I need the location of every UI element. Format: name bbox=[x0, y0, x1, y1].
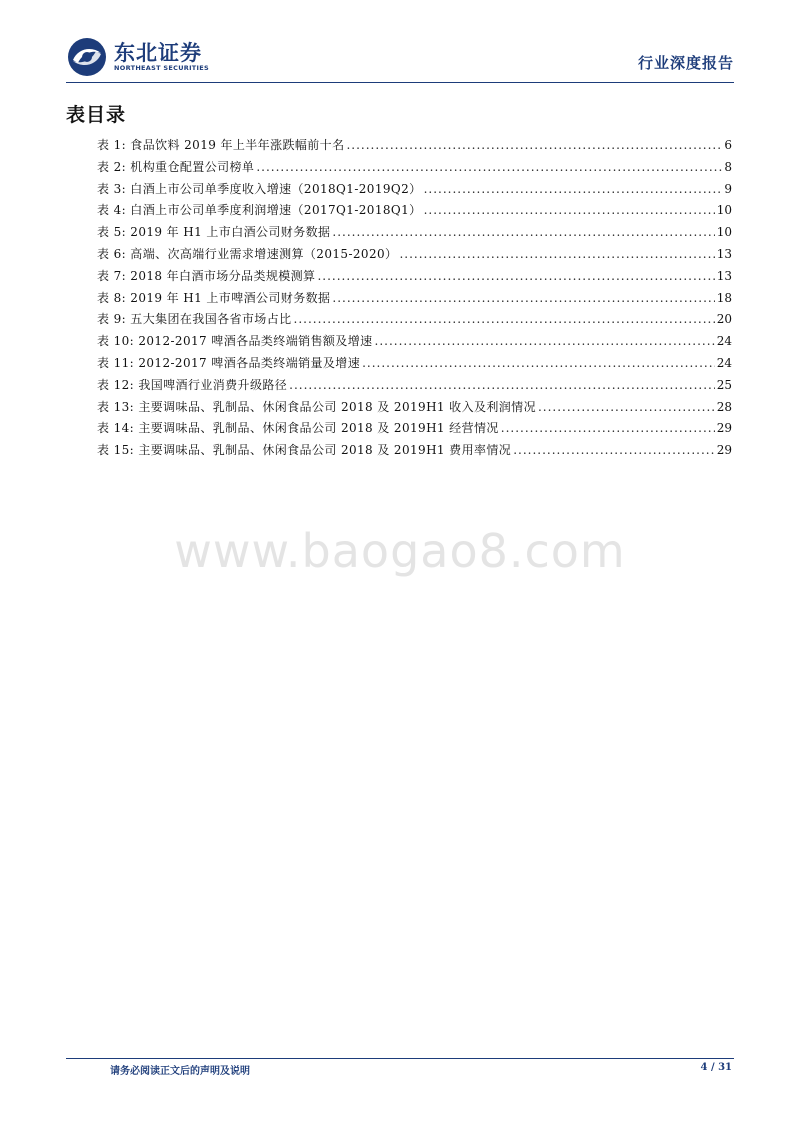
toc-entry[interactable] bbox=[97, 157, 732, 179]
report-type-label: 行业深度报告 bbox=[637, 54, 734, 72]
toc-leader-dots bbox=[513, 440, 715, 462]
toc-entry-label: 表 5: 2019 年 H1 上市白酒公司财务数据 bbox=[97, 225, 331, 240]
toc-leader-dots bbox=[424, 179, 723, 201]
page-number: 4 / 31 bbox=[700, 1062, 732, 1073]
toc-entry-label: 表 11: 2012-2017 啤酒各品类终端销量及增速 bbox=[97, 355, 361, 370]
toc-entry-page: 10 bbox=[716, 203, 732, 218]
toc-leader-dots bbox=[424, 200, 715, 222]
toc-entry-label: 表 7: 2018 年白酒市场分品类规模测算 bbox=[97, 268, 316, 283]
toc-leader-dots bbox=[362, 353, 715, 375]
toc-entry-label: 表 14: 主要调味品、乳制品、休闲食品公司 2018 及 2019H1 经营情况 bbox=[97, 421, 499, 436]
toc-entry[interactable] bbox=[97, 266, 732, 288]
toc-entry-page: 29 bbox=[716, 443, 732, 458]
toc-entry-label: 表 3: 白酒上市公司单季度收入增速（2018Q1-2019Q2） bbox=[97, 181, 422, 196]
toc-leader-dots bbox=[346, 135, 722, 157]
logo-chinese-name: 东北证券 bbox=[114, 41, 202, 65]
toc-leader-dots bbox=[375, 331, 715, 353]
toc-entry[interactable] bbox=[97, 179, 732, 201]
page-header bbox=[66, 34, 734, 82]
section-title: 表目录 bbox=[66, 104, 127, 126]
table-of-contents bbox=[97, 135, 732, 462]
toc-leader-dots bbox=[501, 418, 715, 440]
toc-entry-page: 18 bbox=[716, 290, 732, 305]
toc-entry-label: 表 15: 主要调味品、乳制品、休闲食品公司 2018 及 2019H1 费用率情况 bbox=[97, 443, 512, 458]
toc-entry-label: 表 6: 高端、次高端行业需求增速测算（2015-2020） bbox=[97, 246, 398, 261]
company-logo bbox=[66, 36, 209, 78]
toc-entry-label: 表 12: 我国啤酒行业消费升级路径 bbox=[97, 377, 288, 392]
toc-entry[interactable] bbox=[97, 135, 732, 157]
header-divider bbox=[66, 82, 734, 83]
toc-entry-label: 表 13: 主要调味品、乳制品、休闲食品公司 2018 及 2019H1 收入及利润情况 bbox=[97, 399, 536, 414]
toc-entry-page: 6 bbox=[724, 138, 732, 152]
toc-entry[interactable] bbox=[97, 309, 732, 331]
toc-entry-label: 表 4: 白酒上市公司单季度利润增速（2017Q1-2018Q1） bbox=[97, 203, 422, 218]
toc-entry-label: 表 9: 五大集团在我国各省市场占比 bbox=[97, 312, 292, 327]
toc-entry-page: 20 bbox=[716, 312, 732, 327]
toc-entry-page: 8 bbox=[724, 159, 732, 174]
toc-leader-dots bbox=[294, 309, 715, 331]
toc-leader-dots bbox=[332, 288, 714, 310]
toc-entry-label: 表 2: 机构重仓配置公司榜单 bbox=[97, 159, 255, 174]
toc-leader-dots bbox=[289, 375, 715, 397]
toc-entry-label: 表 8: 2019 年 H1 上市啤酒公司财务数据 bbox=[97, 290, 331, 305]
logo-english-name: NORTHEAST SECURITIES bbox=[114, 64, 209, 72]
footer-disclaimer: 请务必阅读正文后的声明及说明 bbox=[110, 1066, 250, 1077]
toc-entry-label: 表 1: 食品饮料 2019 年上半年涨跌幅前十名 bbox=[97, 138, 345, 152]
toc-entry[interactable] bbox=[97, 440, 732, 462]
toc-leader-dots bbox=[317, 266, 714, 288]
toc-entry[interactable] bbox=[97, 397, 732, 419]
toc-entry[interactable] bbox=[97, 375, 732, 397]
footer-divider bbox=[66, 1058, 734, 1059]
toc-entry-page: 25 bbox=[716, 377, 732, 392]
toc-entry[interactable] bbox=[97, 331, 732, 353]
toc-leader-dots bbox=[332, 222, 714, 244]
toc-entry-page: 13 bbox=[716, 246, 732, 261]
toc-leader-dots bbox=[538, 397, 715, 419]
toc-entry[interactable] bbox=[97, 353, 732, 375]
watermark: www.baogao8.com bbox=[174, 524, 626, 578]
toc-entry[interactable] bbox=[97, 200, 732, 222]
toc-entry[interactable] bbox=[97, 418, 732, 440]
toc-entry[interactable] bbox=[97, 244, 732, 266]
toc-entry[interactable] bbox=[97, 222, 732, 244]
toc-entry-page: 13 bbox=[716, 268, 732, 283]
toc-entry-page: 10 bbox=[716, 225, 732, 240]
toc-entry-page: 28 bbox=[716, 399, 732, 414]
toc-entry-page: 24 bbox=[716, 355, 732, 370]
toc-entry-page: 29 bbox=[716, 421, 732, 436]
toc-entry[interactable] bbox=[97, 288, 732, 310]
toc-entry-page: 24 bbox=[716, 334, 732, 349]
toc-entry-page: 9 bbox=[724, 181, 732, 196]
company-logo-icon bbox=[66, 36, 108, 78]
toc-leader-dots bbox=[256, 157, 722, 179]
toc-entry-label: 表 10: 2012-2017 啤酒各品类终端销售额及增速 bbox=[97, 334, 373, 349]
toc-leader-dots bbox=[399, 244, 714, 266]
